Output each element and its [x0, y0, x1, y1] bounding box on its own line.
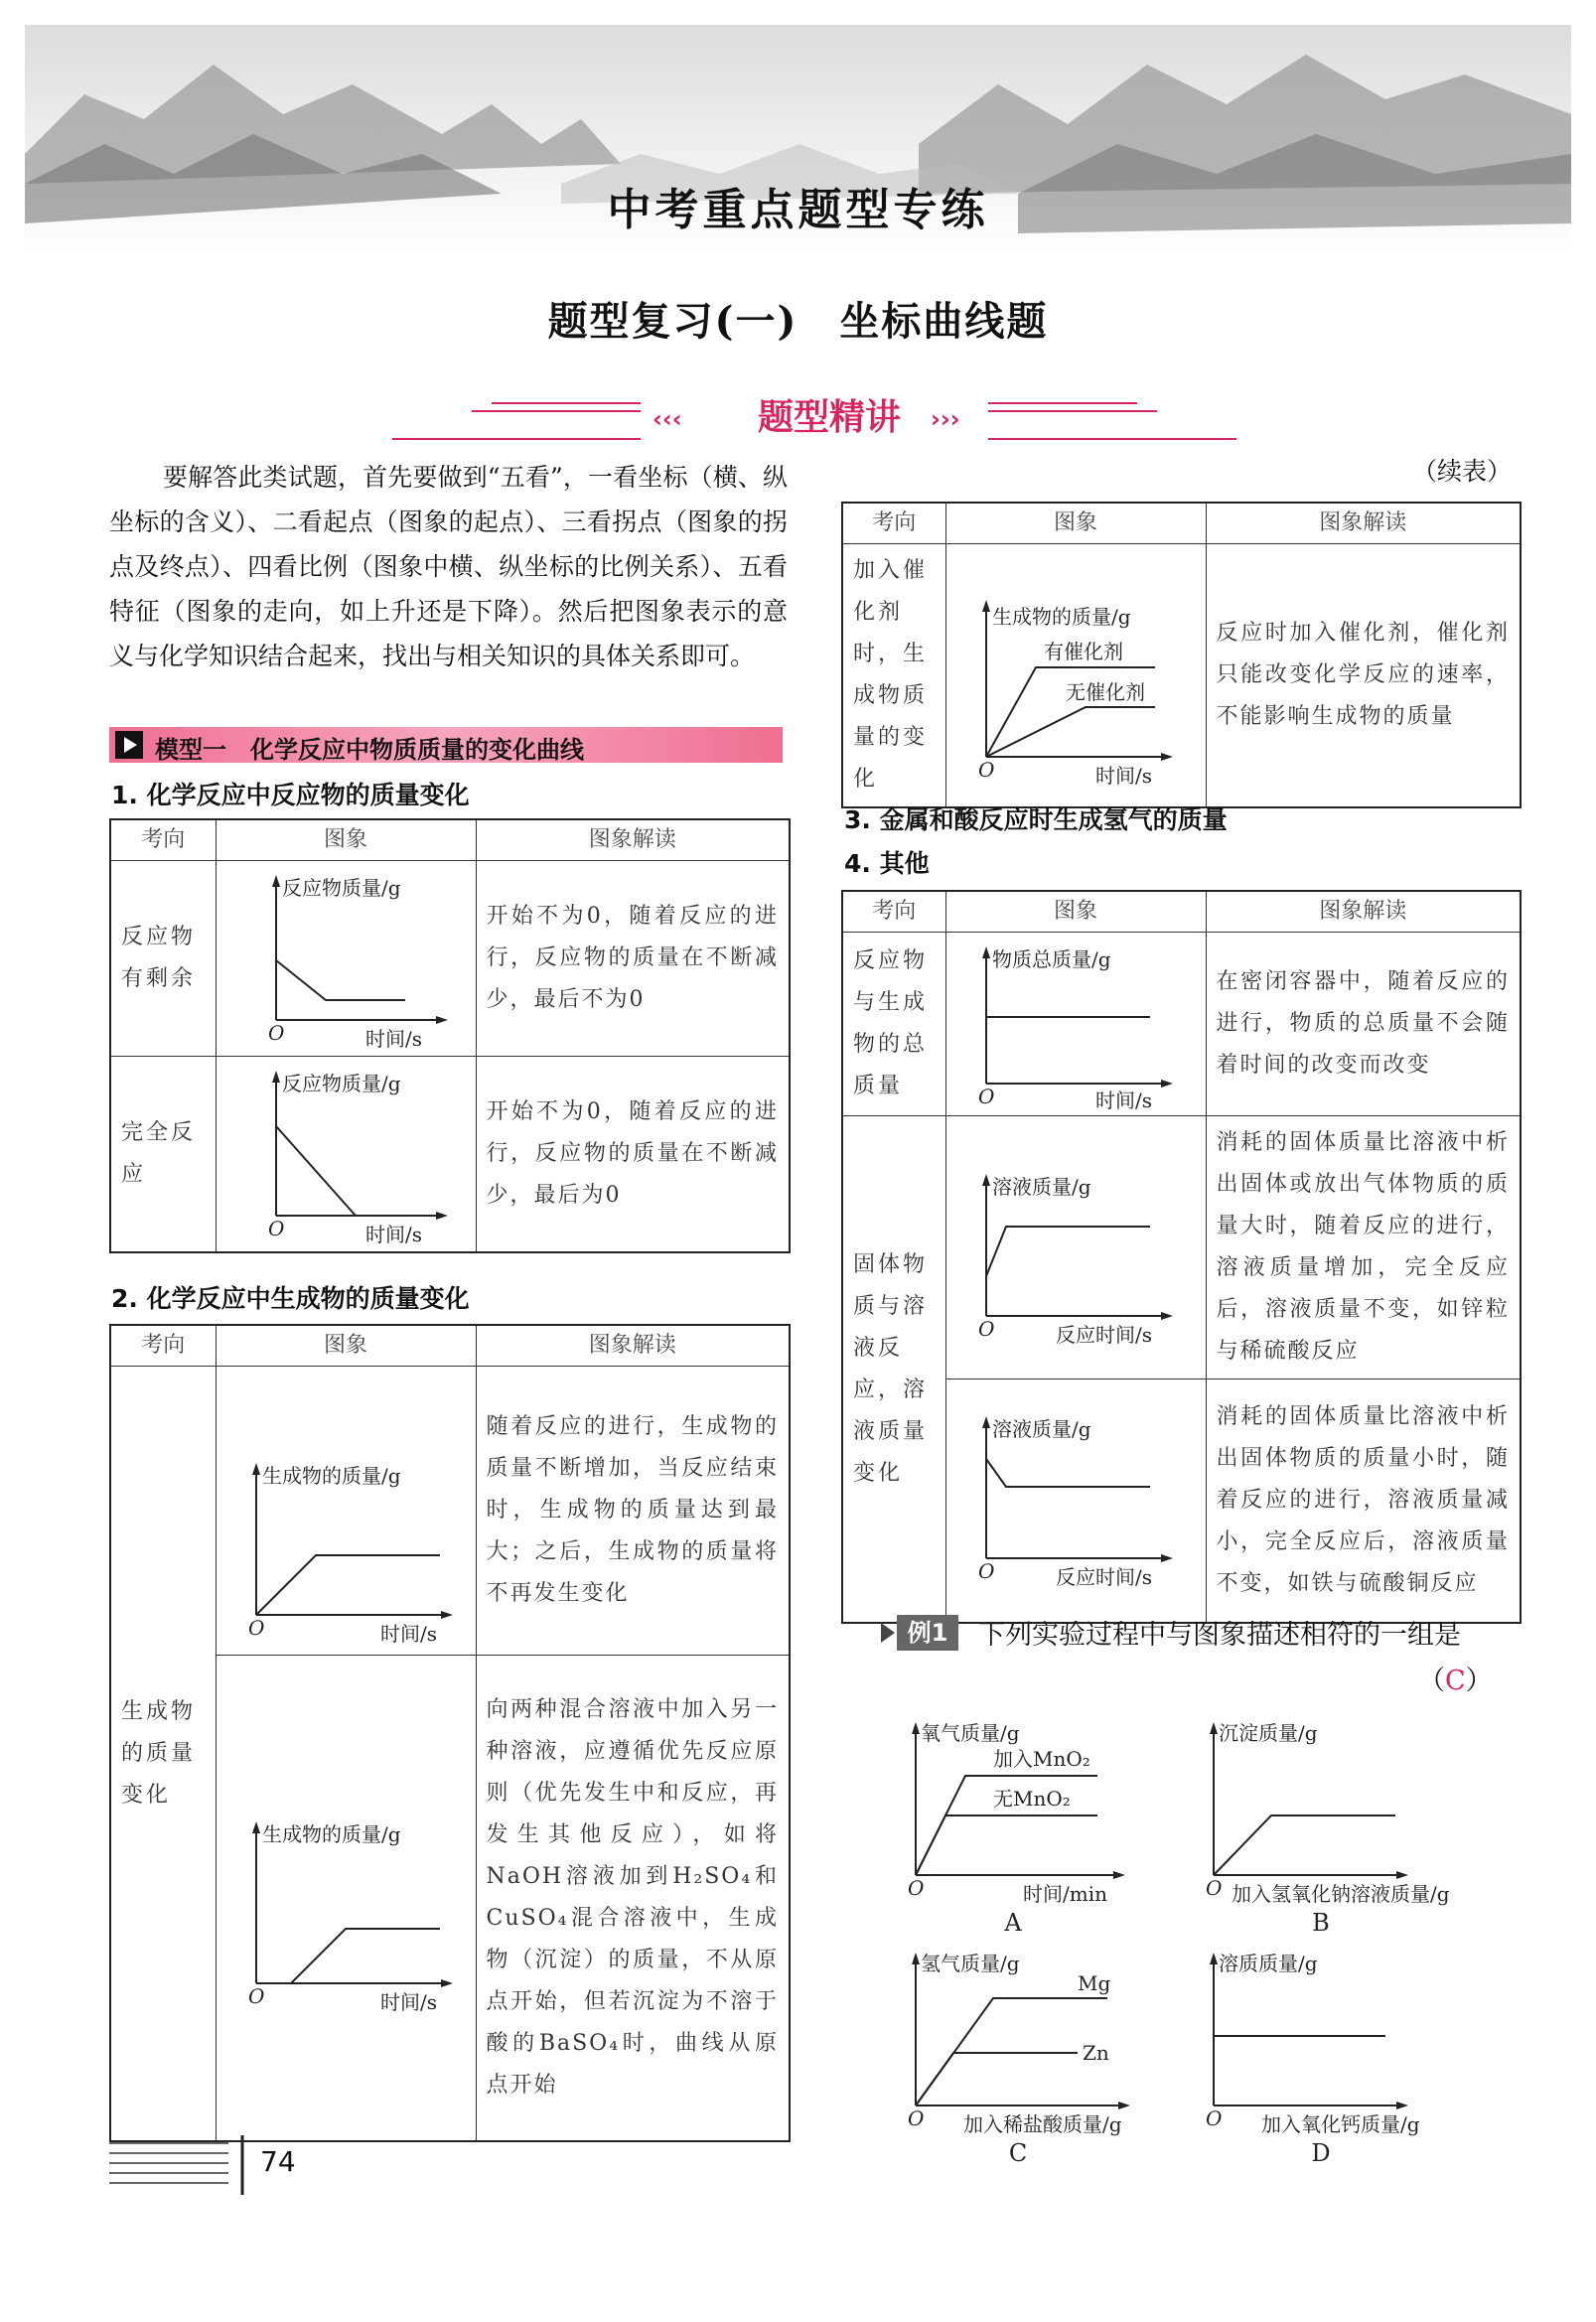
col-header-direction: 考向 [842, 503, 945, 544]
section-title: 题型精讲 [757, 397, 901, 438]
footer-lines [109, 2135, 253, 2195]
model-title: 模型一 化学反应中物质质量的变化曲线 [155, 736, 584, 764]
play-icon [881, 1623, 895, 1643]
col-header-interpretation: 图象解读 [1206, 503, 1521, 544]
origin-label: O [247, 1616, 264, 1640]
graph-B [1192, 1708, 1510, 1937]
row-interpretation: 向两种混合溶液中加入另一种溶液，应遵循优先反应原则（优先发生中和反应，再发生其他反应），如将NaOH溶液加到H₂SO₄和CuSO₄混合溶液中，生成物（沉淀）的质量，不从原点开始，但若沉淀为不溶于酸的BaSO₄时，曲线从原点开始 [476, 1656, 790, 2142]
origin-label: O [977, 1317, 994, 1341]
graph-cell [216, 1656, 476, 2142]
row-interpretation: 开始不为0，随着反应的进行，反应物的质量在不断减少，最后为0 [476, 1057, 790, 1253]
graph-cell [216, 1057, 476, 1253]
y-axis-label: 溶液质量/g [991, 1175, 1091, 1199]
table-product [109, 1324, 791, 2142]
row-direction: 生成物的质量变化 [110, 1367, 216, 2142]
y-axis-label: 溶质质量/g [1219, 1952, 1318, 1975]
row-direction: 完全反应 [110, 1057, 216, 1253]
graph-product-basic [217, 1367, 477, 1655]
origin-label: O [977, 1559, 994, 1583]
table-other [841, 890, 1522, 1624]
col-header-graph: 图象 [216, 819, 476, 861]
origin-label: O [247, 1984, 264, 2008]
y-axis-label: 沉淀质量/g [1219, 1721, 1318, 1745]
option-label: A [1004, 1909, 1022, 1937]
origin-label: O [977, 758, 994, 782]
y-axis-label: 溶液质量/g [991, 1417, 1091, 1441]
row-interpretation: 在密闭容器中，随着反应的进行，物质的总质量不会随着时间的改变而改变 [1206, 933, 1521, 1116]
example-tag: 例1 [897, 1615, 958, 1651]
x-axis-label: 时间/s [1094, 1088, 1152, 1112]
x-axis-label: 加入氢氧化钠溶液质量/g [1232, 1882, 1450, 1906]
graph-solution-decrease [946, 1379, 1207, 1622]
intro-text: 要解答此类试题，首先要做到“五看”，一看坐标（横、纵坐标的含义）、二看起点（图象的起点）、三看拐点（图象的拐点及终点）、四看比例（图象中横、纵坐标的比例关系）、五看特征（图象的走向，如上升还是下降）。然后把图象表示的意义与化学知识结合起来，找出与相关知识的具体关系即可。 [109, 463, 788, 670]
graph-D [1192, 1939, 1510, 2167]
graph-cell [216, 861, 476, 1057]
curve-label-catalyst: 有催化剂 [1043, 640, 1123, 663]
row-interpretation: 反应时加入催化剂，催化剂只能改变化学反应的速率，不能影响生成物的质量 [1206, 544, 1521, 808]
section-3-title: 3. 金属和酸反应时生成氢气的质量 [844, 805, 1228, 834]
y-axis-label: 生成物的质量/g [261, 1822, 401, 1846]
graph-solution-increase [946, 1117, 1207, 1378]
curve-label-mg: Mg [1078, 1971, 1111, 1995]
col-header-direction: 考向 [110, 1325, 216, 1367]
page-number: 74 [260, 2145, 296, 2178]
x-axis-label: 时间/s [379, 1990, 437, 2014]
row-interpretation: 消耗的固体质量比溶液中析出固体物质的质量小时，随着反应的进行，溶液质量减小，完全反应后，溶液质量不变，如铁与硫酸铜反应 [1206, 1379, 1521, 1624]
answer [1418, 1659, 1493, 1697]
table-catalyst [841, 502, 1522, 808]
x-axis-label: 时间/s [1094, 764, 1152, 788]
col-header-graph: 图象 [945, 503, 1206, 544]
y-axis-label: 生成物的质量/g [991, 605, 1131, 629]
y-axis-label: 物质总质量/g [991, 947, 1111, 971]
graph-total-mass [946, 933, 1207, 1115]
page-title: 题型复习(一) 坐标曲线题 [547, 298, 1049, 345]
row-direction: 反应物有剩余 [110, 861, 216, 1057]
row-direction: 加入催化剂时，生成物质量的变化 [842, 544, 945, 808]
y-axis-label: 生成物的质量/g [261, 1464, 401, 1488]
intro-paragraph [109, 455, 788, 678]
y-axis-label: 反应物质量/g [281, 1072, 401, 1095]
graph-A [894, 1708, 1132, 1937]
graph-cell [945, 933, 1206, 1116]
row-direction: 反应物与生成物的总质量 [842, 933, 945, 1116]
graph-cell [216, 1367, 476, 1656]
graph-cell [945, 1379, 1206, 1624]
origin-label: O [908, 1876, 925, 1900]
continued-label: （续表） [1412, 457, 1513, 486]
y-axis-label: 反应物质量/g [281, 876, 401, 900]
answer-paren-left: （ [1418, 1666, 1445, 1696]
graph-reactant-remaining [217, 861, 477, 1056]
graph-cell [945, 1116, 1206, 1379]
graph-C [894, 1939, 1172, 2167]
row-interpretation: 开始不为0，随着反应的进行，反应物的质量在不断减少，最后不为0 [476, 861, 790, 1057]
option-label: B [1312, 1909, 1330, 1937]
svg-text:‹‹‹: ‹‹‹ [653, 405, 682, 433]
origin-label: O [267, 1217, 284, 1240]
col-header-graph: 图象 [945, 891, 1206, 933]
x-axis-label: 时间/s [379, 1622, 437, 1646]
x-axis-label: 时间/s [364, 1027, 422, 1051]
origin-label: O [1206, 1876, 1223, 1900]
row-interpretation: 消耗的固体质量比溶液中析出固体或放出气体物质的质量大时，随着反应的进行，溶液质量增加，完全反应后，溶液质量不变，如锌粒与稀硫酸反应 [1206, 1116, 1521, 1379]
origin-label: O [267, 1021, 284, 1045]
x-axis-label: 加入稀盐酸质量/g [963, 2112, 1122, 2136]
origin-label: O [1206, 2106, 1223, 2130]
x-axis-label: 加入氧化钙质量/g [1261, 2112, 1420, 2136]
y-axis-label: 氧气质量/g [921, 1721, 1020, 1745]
example-question: 下列实验过程中与图象描述相符的一组是 [978, 1620, 1461, 1651]
answer-paren-right: ） [1465, 1666, 1493, 1696]
col-header-interpretation: 图象解读 [476, 1325, 790, 1367]
y-axis-label: 氢气质量/g [921, 1952, 1020, 1975]
graph-reactant-complete [217, 1057, 477, 1251]
graph-cell [945, 544, 1206, 808]
col-header-direction: 考向 [110, 819, 216, 861]
origin-label: O [908, 2106, 925, 2130]
col-header-graph: 图象 [216, 1325, 476, 1367]
x-axis-label: 时间/min [1023, 1882, 1107, 1906]
col-header-interpretation: 图象解读 [476, 819, 790, 861]
section-2-title: 2. 化学反应中生成物的质量变化 [111, 1284, 470, 1313]
graph-product-priority [217, 1656, 477, 2140]
x-axis-label: 反应时间/s [1055, 1565, 1152, 1589]
col-header-direction: 考向 [842, 891, 945, 933]
banner-title: 中考重点题型专练 [607, 185, 989, 235]
origin-label: O [977, 1085, 994, 1108]
option-label: D [1311, 2139, 1331, 2167]
section-4-title: 4. 其他 [844, 849, 930, 878]
answer-value: C [1445, 1666, 1466, 1696]
section-1-title: 1. 化学反应中反应物的质量变化 [111, 781, 470, 809]
x-axis-label: 时间/s [364, 1223, 422, 1246]
model-bar [109, 727, 783, 763]
curve-label-no-catalyst: 无催化剂 [1065, 680, 1145, 704]
row-direction: 固体物质与溶液反应，溶液质量变化 [842, 1116, 945, 1624]
curve-label-no-mno2: 无MnO₂ [993, 1787, 1071, 1811]
table-reactant [109, 818, 791, 1253]
col-header-interpretation: 图象解读 [1206, 891, 1521, 933]
graph-catalyst [946, 558, 1207, 793]
option-label: C [1008, 2139, 1028, 2167]
svg-text:›››: ››› [931, 405, 960, 433]
curve-label-zn: Zn [1083, 2041, 1109, 2065]
x-axis-label: 反应时间/s [1055, 1323, 1152, 1347]
row-interpretation: 随着反应的进行，生成物的质量不断增加，当反应结束时，生成物的质量达到最大；之后，生成物的质量将不再发生变化 [476, 1367, 790, 1656]
play-icon [115, 731, 143, 759]
curve-label-mno2: 加入MnO₂ [993, 1747, 1090, 1771]
